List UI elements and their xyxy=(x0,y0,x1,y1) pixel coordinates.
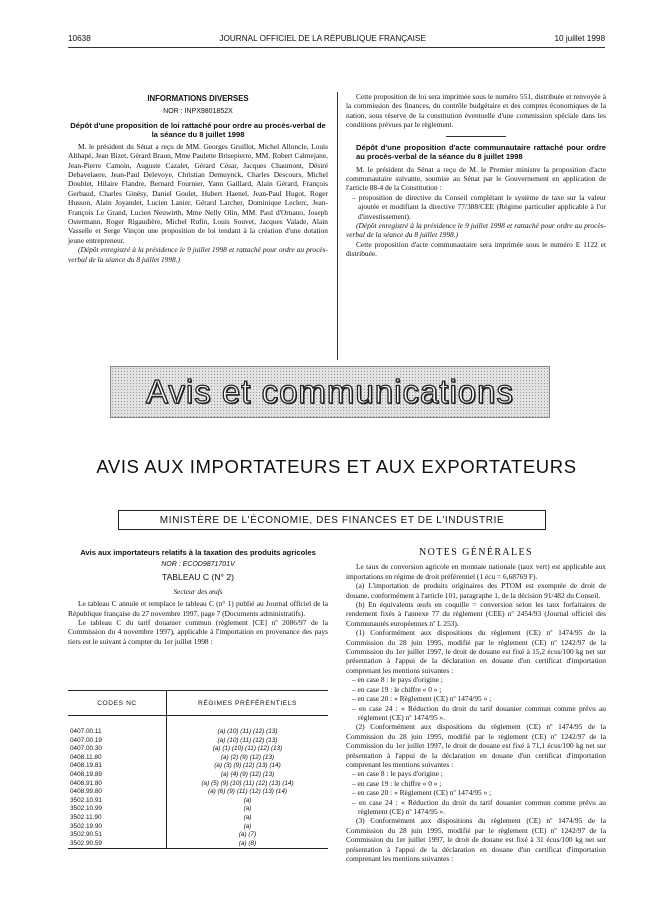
nor-reference: NOR : INPX9801852X xyxy=(163,108,233,116)
preferential-regime: (a) (5) (9) (10) (11) (12) (13) (14) xyxy=(201,779,294,787)
section-divider xyxy=(446,136,506,137)
table-title: TABLEAU C (N° 2) xyxy=(161,572,235,583)
note-2: (2) Conformément aux dispositions du règlement (CE) nº 1474/95 de la Commission du 28 juin 1995, modifié par le règlement (CE) nº 1242/97 de la Commission du 1er juillet 1997, le droit de douane est fixé à 71,1 écus/100 kg net sur présentation à l'appui de la déclaration en douane d'un certificat d'importation comprenant les mentions suivantes : xyxy=(346,722,606,769)
right-top-column xyxy=(346,92,606,259)
column-separator xyxy=(337,92,338,360)
preferential-regime: (a) (10) (11) (12) (13) xyxy=(217,736,278,744)
note-item: – en case 24 : « Réduction du droit du tarif douanier commun comme prévu au règlement (CE) nº 1474/95 ». xyxy=(358,798,606,817)
eu-item: – proposition de directive du Conseil complétant le système de taxe sur la valeur ajoutée et modifiant la directive 77/388/CEE (Régime particulier applicable à l'or d'investissement). xyxy=(358,193,606,221)
nc-code: 0407.00.30 xyxy=(68,745,167,754)
notice-para-1: Le tableau C annule et remplace le tableau C (n° 1) publié au Journal officiel de la République française du 27 novembre 1997, page 7 (Documents administratifs). xyxy=(68,599,328,618)
nc-code: 3502.19.90 xyxy=(68,823,167,832)
nc-code: 0408.91.80 xyxy=(68,780,167,789)
section-title: INFORMATIONS DIVERSES xyxy=(147,94,249,103)
eu-closing: Cette proposition d'acte communautaire sera imprimée sous le numéro E 1122 et distribuée. xyxy=(346,239,606,259)
note-1-items xyxy=(346,675,606,722)
deposit-title-eu: Dépôt d'une proposition d'acte communautaire rattaché pour ordre au procès-verbal de la séance du 8 juillet 1998 xyxy=(356,142,606,161)
deposit-title: Dépôt d'une proposition de loi rattaché pour ordre au procès-verbal de la séance du 8 juillet 1998 xyxy=(70,120,326,139)
intro-paragraph: Cette proposition de loi sera imprimée sous le numéro 551, distribuée et renvoyée à la commission des finances, du contrôle budgétaire et des comptes économiques de la nation, sous réserve de la constitution éventuelle d'une commission spéciale dans les conditions prévues par le règlement. xyxy=(346,92,606,130)
nc-code: 3502.10.99 xyxy=(68,805,167,814)
notice-nor: NOR : ECOD9871701V xyxy=(161,561,235,568)
preferential-regime: (a) xyxy=(243,813,252,821)
table-row xyxy=(68,745,328,754)
table-row xyxy=(68,823,328,832)
nc-code: 0407.00.19 xyxy=(68,737,167,746)
note-item: – en case 8 : le pays d'origine ; xyxy=(358,769,606,778)
note-3: (3) Conformément aux dispositions du règlement (CE) nº 1474/95 de la Commission du 28 juin 1995, modifié par le règlement (CE) nº 1242/97 de la Commission du 1er juillet 1997, le droit de douane est fixé à 31 écus/100 kg net sur présentation à l'appui de la déclaration en douane d'un certificat d'importation comprenant les mentions suivantes : xyxy=(346,816,606,863)
note-item: – en case 19 : le chiffre « 0 » ; xyxy=(358,685,606,694)
eu-item-list xyxy=(346,193,606,221)
nc-code: 0408.19.81 xyxy=(68,762,167,771)
note-item: – en case 20 : « Règlement (CE) nº 1474/95 » ; xyxy=(358,788,606,797)
left-top-column xyxy=(68,92,328,264)
table-row xyxy=(68,771,328,780)
table-row xyxy=(68,780,328,789)
page-number: 10638 xyxy=(68,33,91,43)
col-header-regimes: RÉGIMES PRÉFÉRENTIELS xyxy=(167,691,329,716)
preferential-regime: (a) (4) (9) (12) (13) xyxy=(220,770,275,778)
preferential-regime: (a) (8) xyxy=(167,840,329,849)
preferential-regime: (a) (10) (11) (12) (13) xyxy=(217,728,278,735)
journal-title: JOURNAL OFFICIEL DE LA RÉPUBLIQUE FRANÇAISE xyxy=(219,33,426,43)
note-rate: Le taux de conversion agricole en monnaie nationale (taux vert) est applicable aux importations en régime de droit préférentiel (1 écu = 6,68769 F). xyxy=(346,562,606,581)
notes-title: NOTES GÉNÉRALES xyxy=(418,547,534,558)
main-title: AVIS AUX IMPORTATEURS ET AUX EXPORTATEURS xyxy=(96,456,577,477)
issue-date: 10 juillet 1998 xyxy=(554,33,605,43)
notice-title: Avis aux importateurs relatifs à la taxation des produits agricoles xyxy=(80,548,316,557)
note-2-items xyxy=(346,769,606,816)
deposit-body: M. le président du Sénat a reçu de MM. Georges Gruillot, Michel Alloncle, Louis Althapé, Jean Bizet, Gérard Braun, Mme Paulette Brisepierre, MM. Robert Calmejane, Jean-Pierre Camoin, Auguste Cazalet, Gérard César, Jacques Chaumont, Désiré Debavelaere, Jean-Paul Delevoye, Christian Demuynck, Charles Descours, Michel Doublet, Hilaire Flandre, Bernard Fournier, Yann Gaillard, Alain Gérard, François Gerbaud, Charles Ginésy, Daniel Goulet, Hubert Haenel, Jean-Paul Hugot, Roger Husson, Alain Joyandet, Lucien Lanier, Gérard Larcher, Dominique Leclerc, Jean-François Le Grand, Lucien Neuwirth, Mme Nelly Olin, MM. Paul d'Ornano, Joseph Ostermann, Roger Rigaudière, Michel Rufin, Louis Souvet, Jacques Valade, Alain Vasselle et Serge Vinçon une proposition de loi tendant à la création d'une dotation jeune entrepreneur. xyxy=(68,141,328,245)
ministry-box xyxy=(118,510,546,530)
nc-code: 0407.00.11 xyxy=(68,728,167,737)
table-row xyxy=(68,831,328,840)
preferential-regime: (a) xyxy=(243,822,252,830)
banner-title: Avis et communications xyxy=(145,373,515,410)
note-a: (a) L'importation de produits originaires des PTOM est exemptée de droit de douane, conformément à l'article 101, paragraphe 1, de la décision 91/482 du Conseil. xyxy=(346,581,606,600)
note-b: (b) En équivalents œufs en coquille = conversion selon les taux forfaitaires de rendement fixés à l'annexe 77 du règlement (CEE) nº 2454/93 (Journal officiel des Communautés européennes nº L 253). xyxy=(346,600,606,628)
table-body xyxy=(68,716,328,849)
section-banner xyxy=(110,366,550,418)
preferential-regime: (a) (6) (9) (11) (12) (13) (14) xyxy=(207,788,288,796)
table-row xyxy=(68,788,328,797)
note-1: (1) Conformément aux dispositions du règlement (CE) nº 1474/95 de la Commission du 28 juin 1995, modifié par le règlement (CE) nº 1242/97 de la Commission du 1er juillet 1997, le droit de douane est fixé à 15,2 écus/100 kg net sur présentation à l'appui de la déclaration en douane d'un certificat d'importation comprenant les mentions suivantes : xyxy=(346,628,606,675)
deposit-note: (Dépôt enregistré à la présidence le 9 juillet 1998 et rattaché pour ordre au procès-verbal de la séance du 8 juillet 1998.) xyxy=(68,245,328,264)
nc-code: 3502.10.91 xyxy=(68,797,167,806)
nc-code: 0408.99.80 xyxy=(68,788,167,797)
left-bottom-column xyxy=(68,548,328,646)
tariff-table xyxy=(68,690,328,849)
nc-code: 3502.90.51 xyxy=(68,831,167,840)
table-row xyxy=(68,762,328,771)
table-row xyxy=(68,797,328,806)
preferential-regime: (a) xyxy=(243,805,252,813)
preferential-regime: (a) (3) (9) (12) (13) (14) xyxy=(214,762,281,770)
page-header xyxy=(68,30,605,46)
table-row xyxy=(68,805,328,814)
nc-code: 0408.11.80 xyxy=(68,754,167,763)
note-item: – en case 8 : le pays d'origine ; xyxy=(358,675,606,684)
table-row xyxy=(68,737,328,746)
table-row xyxy=(68,754,328,763)
nc-code: 0408.19.89 xyxy=(68,771,167,780)
preferential-regime: (a) (1) (10) (11) (12) (13) xyxy=(212,745,283,753)
note-item: – en case 24 : « Réduction du droit du tarif douanier commun comme prévu au règlement (CE) nº 1474/95 ». xyxy=(358,704,606,723)
table-row xyxy=(68,814,328,823)
note-item: – en case 19 : le chiffre « 0 » ; xyxy=(358,779,606,788)
table-row xyxy=(68,840,328,849)
table-row xyxy=(68,728,328,737)
nc-code: 3502.90.59 xyxy=(68,840,167,849)
eu-deposit-note: (Dépôt enregistré à la présidence le 9 juillet 1998 et rattaché pour ordre au procès-verbal de la séance du 8 juillet 1998.) xyxy=(346,221,606,240)
ministry-title: MINISTÈRE DE L'ÉCONOMIE, DES FINANCES ET DE L'INDUSTRIE xyxy=(159,514,505,526)
notice-para-2: Le tableau C du tarif douanier commun (règlement [CE] nº 2086/97 de la Commission du 4 novembre 1997), applicable à l'importation en provenance des pays tiers est le suivant à compter du 1er juillet 1998 : xyxy=(68,618,328,646)
note-item: – en case 20 : « Règlement (CE) nº 1474/95 » ; xyxy=(358,694,606,703)
eu-body: M. le président du Sénat a reçu de M. le Premier ministre la proposition d'acte communautaire suivante, soumise au Sénat par le Gouvernement en application de l'article 88-4 de la Constitution : xyxy=(346,164,606,193)
table-header-row xyxy=(68,691,328,716)
preferential-regime: (a) (2) (9) (12) (13) xyxy=(220,753,275,761)
col-header-codes: CODES NC xyxy=(68,691,167,716)
table-spacer-row xyxy=(68,716,328,729)
sector-label: Secteur des œufs xyxy=(173,586,223,596)
nc-code: 3502.11.90 xyxy=(68,814,167,823)
preferential-regime: (a) (7) xyxy=(238,831,257,839)
header-rule xyxy=(68,47,605,48)
preferential-regime: (a) xyxy=(243,796,252,804)
right-bottom-column xyxy=(346,548,606,863)
